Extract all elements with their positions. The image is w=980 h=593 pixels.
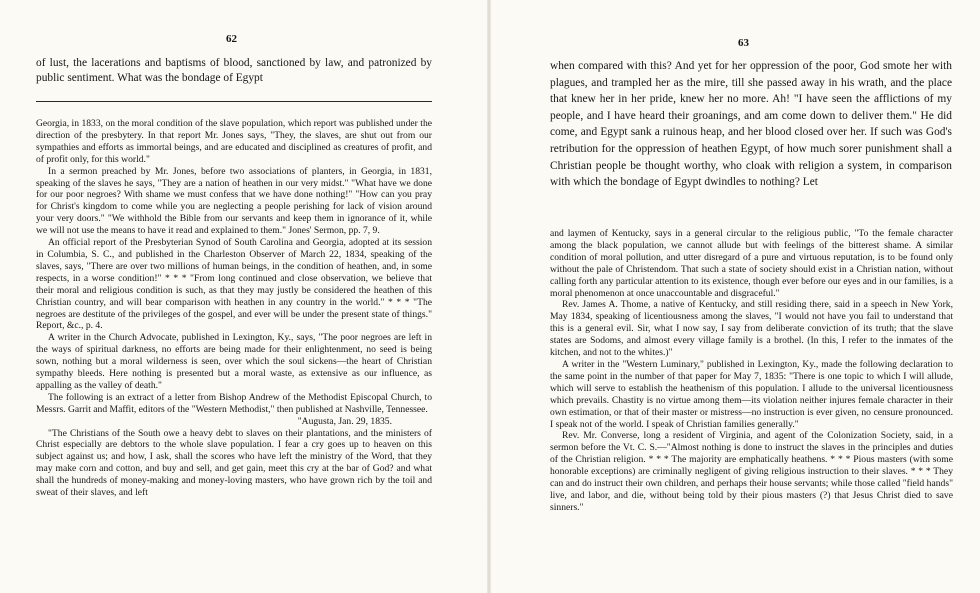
paragraph: "The Christians of the South owe a heavy debt to slaves on their plantations, and the ministers of Christ especially are debtors to the whole slave population. I fear a cry goes up to heaven on this subject against us; and how, I ask, shall the scores who have left the ministry of the Word, that they may make corn and cotton, and buy and sell, and get gain, meet this cry at the bar of God? and what shall the hundreds of money-making and money-loving masters, who have grown rich by the toil and sweat of their slaves, and left [36,427,432,499]
paragraph: Georgia, in 1833, on the moral condition of the slave population, which report was published under the direction of the presbytery. In that report Mr. Jones says, "They, the slaves, are shut out from our sympathies and efforts as immortal beings, and are educated and disciplined as creatures of profit, and of profit only, for this world." [36,118,432,165]
paragraph: A writer in the "Western Luminary," published in Lexington, Ky., made the following declaration to the same point in the number of that paper for May 7, 1835: "There is one topic to which I will allude, which will serve to establish the heathenism of this population. I allude to the universal licentiousness which prevails. Chastity is no virtue among them—its violation neither injures female character in their own estimation, or that of their master or mistress—no instruction is ever given, no censure pronounced. I speak not of the world. I speak of Christian families generally." [550,358,953,430]
paragraph: Rev. Mr. Converse, long a resident of Virginia, and agent of the Colonization Society, said, in a sermon before the Vt. C. S.—"Almost nothing is done to instruct the slaves in the principles and duties of the Christian religion. * * * The majority are emphatically heathens. * * * Pious masters (with some honorable exceptions) are criminally negligent of giving religious instruction to their slaves. * * * They can and do instruct their own children, and perhaps their house servants; while those called "field hands" live, and labor, and die, without being told by their pious masters (?) that Jesus Christ died to save sinners." [550,430,953,513]
letter-dateline: "Augusta, Jan. 29, 1835. [297,415,392,427]
paragraph: Rev. James A. Thome, a native of Kentucky, and still residing there, said in a speech in New York, May 1834, speaking of licentiousness among the slaves, "I would not have you fail to understand that this is a general evil. Sir, what I now say, I say from deliberate conviction of its truth; that the slave states are Sodoms, and almost every village family is a brothel. (In this, I refer to the inmates of the kitchen, and not to the whites.)" [550,299,953,359]
paragraph: The following is an extract of a letter from Bishop Andrew of the Methodist Episcopal Church, to Messrs. Garrit and Maffit, editors of the "Western Methodist," then published at Nashville, Tennessee. [36,391,432,415]
paragraph: of lust, the lacerations and baptisms of blood, sanctioned by law, and patronized by public sentiment. What was the bondage of Egypt [36,57,432,84]
paragraph: An official report of the Presbyterian Synod of South Carolina and Georgia, adopted at its session in Columbia, S. C., and published in the Charleston Observer of March 22, 1834, speaking of the slaves, says, "There are over two millions of human beings, in the condition of heathen, and, in some respects, in a worse condition!" * * * "From long continued and close observation, we believe that their moral and religious condition is such, as that they may justly be considered the heathen of this Christian country, and will bear comparison with heathen in any country in the world." * * * "The negroes are destitute of the privileges of the gospel, and ever will be under the present state of things." Report, &c., p. 4. [36,237,432,332]
paragraph: when compared with this? And yet for her oppression of the poor, God smote her with plagues, and trampled her as the mire, till she passed away in his wrath, and the place that knew her in her pride, knew her no more. Ah! "I have seen the afflictions of my people, and I have heard their groanings, and am come down to deliver them." He did come, and Egypt sank a ruinous heap, and her blood closed over her. If such was God's retribution for the oppression of heathen Egypt, of how much sorer punishment shall a Christian people be thought worthy, who cloak with religion a system, in comparison with which the bondage of Egypt dwindles to nothing? Let [550,60,952,189]
right-page [490,0,980,593]
footnote-text [550,228,953,514]
paragraph: and laymen of Kentucky, says in a general circular to the religious public, "To the female character among the black population, we cannot allude but with feelings of the bitterest shame. A similar condition of moral pollution, and utter disregard of a pure and virtuous reputation, is to be found only without the pale of Christendom. That such a state of society should exist in a Christian nation, without calling forth any particular attention to its existence, though ever before our eyes and in our families, is a moral phenomenon at once unaccountable and disgraceful." [550,228,953,299]
footnote-text [36,118,432,499]
page-body-text [550,58,952,191]
page-number: 62 [226,33,237,45]
page-body-text [36,56,432,86]
paragraph: A writer in the Church Advocate, published in Lexington, Ky., says, "The poor negroes are left in the ways of spiritual darkness, no efforts are being made for their enlightenment, no seed is being sown, nothing but a moral wilderness is seen, over which the soul sickens—the heart of Christian sympathy bleeds. Here nothing is presented but a moral waste, as extensive as our influence, as appalling as the valley of death." [36,332,432,391]
left-page [0,0,488,593]
footnote-divider [36,101,432,102]
paragraph: In a sermon preached by Mr. Jones, before two associations of planters, in Georgia, in 1831, speaking of the slaves he says, "They are a nation of heathen in our very midst." "What have we done for our poor negroes? With shame we must confess that we have done nothing!" "How can you pray for Christ's kingdom to come while you are neglecting a people perishing for lack of vision around your very doors." "We withhold the Bible from our servants and keep them in ignorance of it, while we will not use the means to have it read and explained to them." Jones' Sermon, pp. 7, 9. [36,165,432,237]
page-number: 63 [738,37,749,49]
